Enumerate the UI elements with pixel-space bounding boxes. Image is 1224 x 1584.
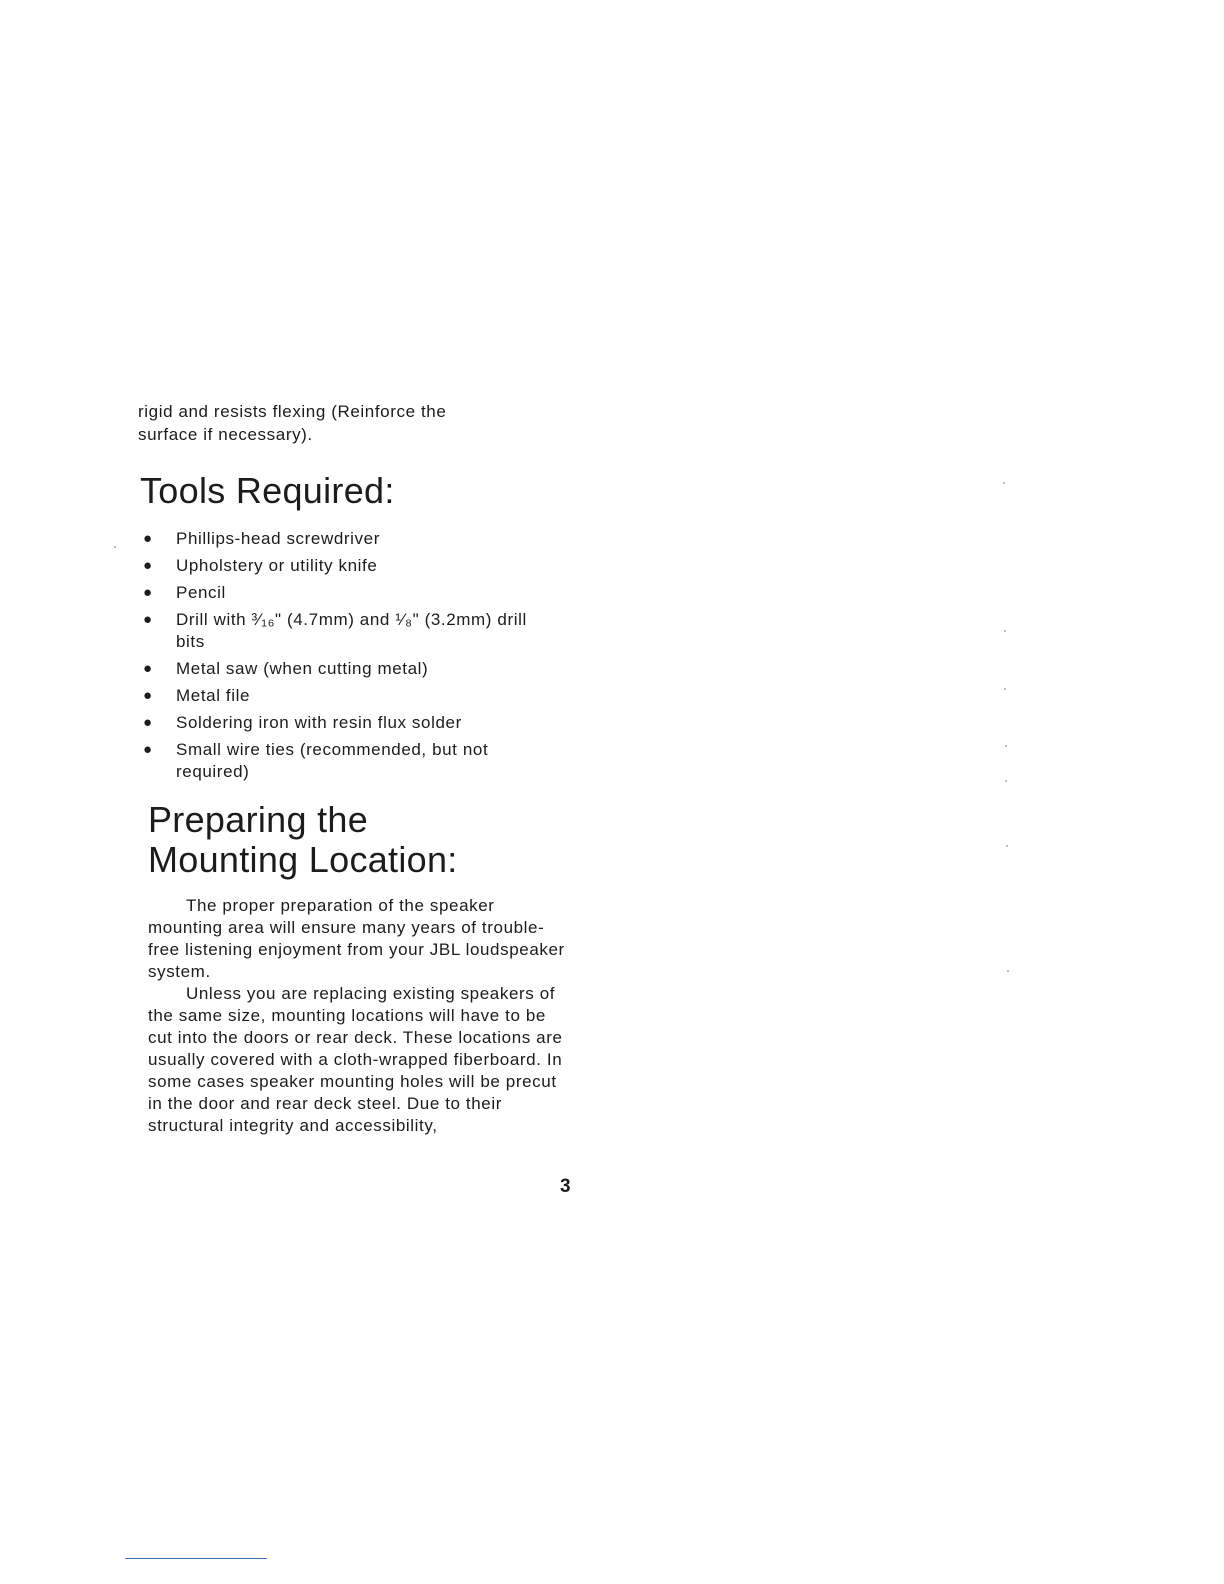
page-number: 3: [560, 1176, 571, 1197]
scan-speck: [1006, 845, 1008, 847]
preparing-mounting-location-heading: [148, 800, 458, 880]
body-text: [148, 895, 568, 1137]
bullet-icon: ●: [143, 557, 153, 574]
bullet-icon: ●: [143, 714, 153, 731]
list-item: [140, 528, 560, 550]
list-item: [140, 582, 560, 604]
tool-text: Pencil: [176, 583, 226, 602]
list-item: [140, 609, 560, 653]
paragraph: The proper preparation of the speaker mounting area will ensure many years of trouble-free listening enjoyment from your JBL loudspeaker system.: [148, 896, 565, 981]
bullet-icon: ●: [143, 741, 153, 758]
list-item: [140, 658, 560, 680]
tool-text: Small wire ties (recommended, but not required): [176, 740, 489, 781]
intro-line-1: rigid and resists flexing (Reinforce the: [138, 402, 447, 421]
bullet-icon: ●: [143, 611, 153, 628]
tool-text: Upholstery or utility knife: [176, 556, 378, 575]
tool-text: Metal saw (when cutting metal): [176, 659, 429, 678]
scan-speck: [1004, 688, 1006, 690]
heading-line-2: Mounting Location:: [148, 839, 458, 880]
tools-required-heading: Tools Required:: [140, 470, 395, 511]
heading-line-1: Preparing the: [148, 799, 369, 840]
scan-speck: [114, 546, 116, 548]
scan-speck: [1005, 745, 1007, 747]
tool-text: Phillips-head screwdriver: [176, 529, 380, 548]
paragraph: Unless you are replacing existing speakers of the same size, mounting locations will have to be cut into the doors or rear deck. These locations are usually covered with a cloth-wrapped fiberboard. In some cases speaker mounting holes will be precut in the door and rear deck steel. Due to their structural integrity and accessibility,: [148, 984, 563, 1135]
bullet-icon: ●: [143, 687, 153, 704]
scan-speck: [1004, 630, 1006, 632]
bullet-icon: ●: [143, 660, 153, 677]
tool-text: Drill with ³⁄₁₆" (4.7mm) and ¹⁄₈" (3.2mm) drill bits: [176, 610, 527, 651]
tool-text: Metal file: [176, 686, 251, 705]
list-item: [140, 739, 560, 783]
scan-speck: [1005, 780, 1007, 782]
bullet-icon: ●: [143, 530, 153, 547]
list-item: [140, 555, 560, 577]
intro-continuation: [138, 400, 558, 446]
scan-speck: [1003, 482, 1005, 484]
tools-list: [140, 528, 560, 788]
list-item: [140, 685, 560, 707]
footer-rule: [125, 1558, 267, 1559]
tool-text: Soldering iron with resin flux solder: [176, 713, 462, 732]
bullet-icon: ●: [143, 584, 153, 601]
intro-line-2: surface if necessary).: [138, 425, 313, 444]
list-item: [140, 712, 560, 734]
scan-speck: [1007, 970, 1009, 972]
